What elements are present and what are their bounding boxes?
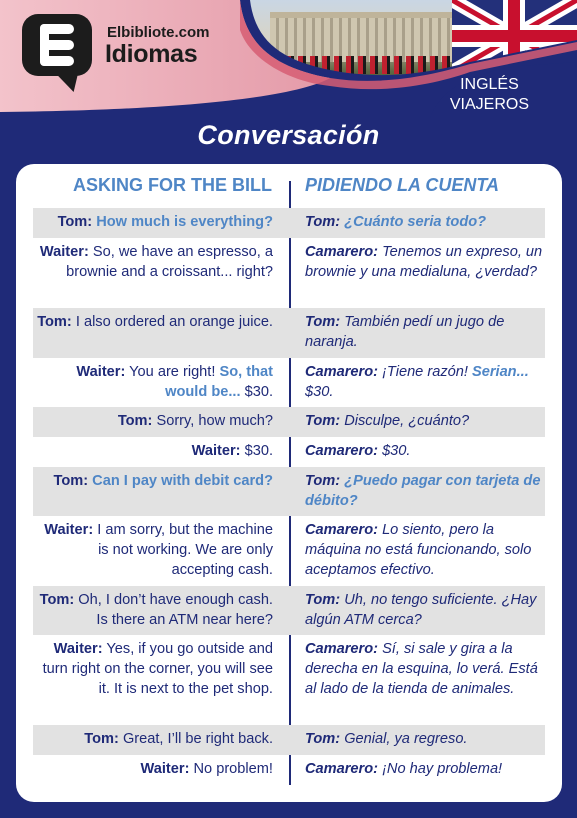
line-text: ¡No hay problema! [382, 761, 503, 777]
line-text: Lo siento, pero la máquina no está funcionando, solo aceptamos efectivo. [305, 522, 532, 578]
speaker-name: Tom: [84, 731, 119, 747]
key-phrase: ¿Puedo pagar con tarjeta de débito? [305, 473, 541, 509]
spanish-line [305, 312, 545, 352]
speaker-name: Tom: [305, 473, 341, 489]
spanish-line [305, 411, 545, 431]
dialogue-row [33, 437, 545, 467]
dialogue-row [33, 308, 545, 358]
line-text: I also ordered an orange juice. [75, 314, 273, 330]
speaker-name: Camarero: [305, 761, 378, 777]
key-phrase: Serian... [471, 364, 529, 380]
speaker-name: Tom: [305, 592, 341, 608]
line-text: $30. [382, 443, 411, 459]
spanish-line [305, 729, 545, 749]
english-line [33, 312, 273, 332]
speaker-name: Tom: [39, 592, 75, 608]
english-line [33, 242, 273, 282]
speech-bubble-icon [22, 14, 92, 76]
spanish-line [305, 212, 545, 232]
line-text: $30. [244, 443, 273, 459]
speaker-name: Tom: [305, 413, 341, 429]
english-line [33, 212, 273, 232]
dialogue-row [33, 755, 545, 792]
dialogue-row [33, 586, 545, 635]
line-text-end: $30. [244, 384, 273, 400]
line-text: No problem! [193, 761, 273, 777]
speaker-name: Camarero: [305, 443, 378, 459]
brand-site: Elbibliote.com [107, 24, 210, 41]
line-text-end: $30. [305, 384, 334, 400]
line-text: So, we have an espresso, a brownie and a croissant... right? [66, 244, 273, 280]
key-phrase: Can I pay with debit card? [92, 473, 273, 489]
course-label [450, 75, 529, 115]
dialogue-row [33, 467, 545, 516]
dialogue-table [33, 208, 545, 792]
course-level: VIAJEROS [449, 96, 529, 113]
speaker-name: Tom: [37, 314, 72, 330]
speaker-name: Waiter: [39, 244, 89, 260]
line-text: Tenemos un expreso, un brownie y una medialuna, ¿verdad? [305, 244, 543, 280]
english-line [33, 590, 273, 630]
spanish-line [305, 362, 545, 402]
speaker-name: Waiter: [140, 761, 190, 777]
line-text: También pedí un jugo de naranja. [305, 314, 505, 350]
english-line [33, 639, 273, 699]
spanish-line [305, 759, 545, 779]
dialogue-row [33, 358, 545, 407]
english-line [33, 520, 273, 580]
english-column-header: ASKING FOR THE BILL [73, 175, 272, 195]
header-banner [0, 0, 577, 118]
dialogue-row [33, 635, 545, 725]
letter-e-icon [40, 24, 74, 66]
line-text: I am sorry, but the machine is not working. We are only accepting cash. [97, 522, 273, 578]
line-text: You are right! [129, 364, 216, 380]
spanish-line [305, 590, 545, 630]
english-line [33, 362, 273, 402]
line-text: Disculpe, ¿cuánto? [344, 413, 470, 429]
line-text: ¡Tiene razón! [382, 364, 468, 380]
speaker-name: Camarero: [305, 364, 378, 380]
brand-name: Idiomas [105, 40, 198, 68]
speaker-name: Waiter: [76, 364, 126, 380]
speaker-name: Waiter: [44, 522, 94, 538]
speaker-name: Tom: [57, 214, 93, 230]
english-line [33, 729, 273, 749]
line-text: Sí, si sale y gira a la derecha en la esquina, lo verá. Está al lado de la tienda de animales. [305, 641, 538, 697]
key-phrase: ¿Cuánto seria todo? [344, 214, 487, 230]
page-title: Conversación [197, 120, 380, 150]
dialogue-row [33, 238, 545, 308]
key-phrase: So, that would be... [165, 364, 273, 400]
speaker-name: Camarero: [305, 522, 378, 538]
spanish-line [305, 520, 545, 580]
line-text: Great, I’ll be right back. [122, 731, 273, 747]
line-text: Oh, I don’t have enough cash. Is there an ATM near here? [78, 592, 273, 628]
line-text: Sorry, how much? [156, 413, 273, 429]
line-text: Genial, ya regreso. [344, 731, 468, 747]
dialogue-row [33, 516, 545, 586]
english-line [33, 759, 273, 779]
speaker-name: Camarero: [305, 244, 378, 260]
line-text: Yes, if you go outside and turn right on the corner, you will see it. It is next to the pet shop. [42, 641, 273, 697]
spanish-line [305, 471, 545, 511]
line-text: Uh, no tengo suficiente. ¿Hay algún ATM cerca? [305, 592, 537, 628]
dialogue-row [33, 725, 545, 755]
dialogue-row [33, 407, 545, 437]
spanish-column-header: PIDIENDO LA CUENTA [305, 175, 500, 195]
spanish-line [305, 441, 545, 461]
spanish-line [305, 242, 545, 282]
speaker-name: Tom: [305, 314, 341, 330]
english-line [33, 411, 273, 431]
english-line [33, 441, 273, 461]
speaker-name: Tom: [305, 731, 341, 747]
speaker-name: Tom: [117, 413, 153, 429]
spanish-line [305, 639, 545, 699]
english-line [33, 471, 273, 491]
key-phrase: How much is everything? [96, 214, 273, 230]
speaker-name: Camarero: [305, 641, 378, 657]
speaker-name: Waiter: [53, 641, 103, 657]
speaker-name: Waiter: [191, 443, 241, 459]
speaker-name: Tom: [53, 473, 89, 489]
dialogue-row [33, 208, 545, 238]
speaker-name: Tom: [305, 214, 341, 230]
course-language: INGLÉS [460, 76, 519, 93]
